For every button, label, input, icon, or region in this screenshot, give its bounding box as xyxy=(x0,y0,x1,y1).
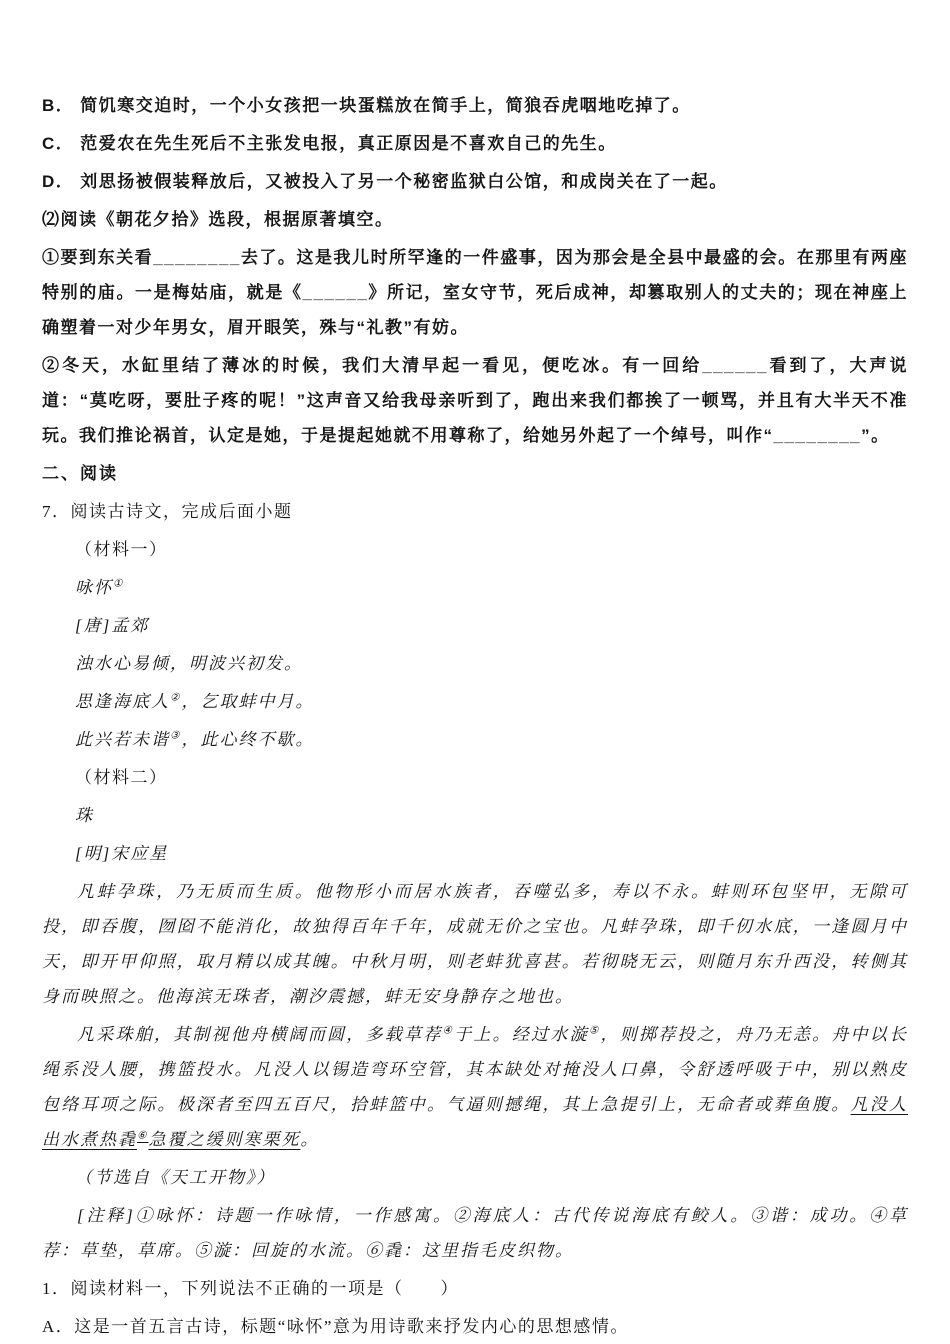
poem-line-2: 思逢海底人②，乞取蚌中月。 xyxy=(75,692,315,711)
option-d-label: D． xyxy=(42,172,75,191)
notes-paragraph: [注释]①咏怀：诗题一作咏情，一作感寓。②海底人：古代传说海底有鲛人。③谐：成功。④草荐：草垫，草席。⑤漩：回旋的水流。⑥毳：这里指毛皮织物。 xyxy=(42,1206,908,1260)
fill-blank-paragraph-2: ②冬天，水缸里结了薄冰的时候，我们大清早起一看见，便吃冰。有一回给______看到了，大声说道：“莫吃呀，要肚子疼的呢！”这声音又给我母亲听到了，跑出来我们都挨了一顿骂，并且有大半天不准玩。我们推论祸首，认定是她，于是提起她就不用尊称了，给她另外起了一个绰号，叫作“________”。 xyxy=(42,356,908,445)
poem-line-3: 此兴若未谐③，此心终不歇。 xyxy=(75,730,315,749)
option-d xyxy=(42,164,908,199)
material2-source: （节选自《天工开物》） xyxy=(75,1168,276,1187)
material1-poem-title: 咏怀① xyxy=(75,578,125,597)
option-c-label: C． xyxy=(42,134,75,153)
option-b-text: 简饥寒交迫时，一个小女孩把一块蛋糕放在简手上，简狼吞虎咽地吃掉了。 xyxy=(80,96,691,115)
option-d-text: 刘思扬被假装释放后，又被投入了另一个秘密监狱白公馆，和成岗关在了一起。 xyxy=(80,172,728,191)
material2-label: （材料二） xyxy=(75,768,168,787)
material1-label: （材料一） xyxy=(75,540,168,559)
option-b xyxy=(42,88,908,123)
material1-poem-author: [唐]孟郊 xyxy=(75,616,150,635)
sub-question-1-option-a: A．这是一首五言古诗，标题“咏怀”意为用诗歌来抒发内心的思想感情。 xyxy=(42,1317,629,1336)
sub-question-1-stem: 1．阅读材料一，下列说法不正确的一项是（ ） xyxy=(42,1279,459,1298)
material2-paragraph-1: 凡蚌孕珠，乃无质而生质。他物形小而居水族者，吞噬弘多，寿以不永。蚌则环包坚甲，无隙可投，即吞腹，囫囵不能消化，故独得百年千年，成就无价之宝也。凡蚌孕珠，即千仞水底，一逢圆月中天，即开甲仰照，取月精以成其魄。中秋月明，则老蚌犹喜甚。若彻晓无云，则随月东升西没，转侧其身而映照之。他海滨无珠者，潮汐震撼，蚌无安身静存之地也。 xyxy=(42,882,908,1006)
material2-title: 珠 xyxy=(75,806,94,825)
poem-line-1: 浊水心易倾，明波兴初发。 xyxy=(75,654,303,673)
section-heading-reading: 二、阅读 xyxy=(42,464,118,483)
material2-paragraph-2: 凡采珠舶，其制视他舟横阔而圆，多载草荐④于上。经过水漩⑤，则掷荐投之，舟乃无恙。舟中以长绳系没人腰，携篮投水。凡没人以锡造弯环空管，其本缺处对掩没人口鼻，令舒透呼吸于中，别以熟皮包络耳项之际。极深者至四五百尺，拾蚌篮中。气逼则撼绳，其上急提引上，无命者或葬鱼腹。凡没人出水煮热毳⑥急覆之缓则寒栗死。 xyxy=(42,1025,909,1149)
part2-intro: ⑵阅读《朝花夕拾》选段，根据原著填空。 xyxy=(42,210,394,229)
option-c xyxy=(42,126,908,161)
option-c-text: 范爱农在先生死后不主张发电报，真正原因是不喜欢自己的先生。 xyxy=(80,134,617,153)
material2-author: [明]宋应星 xyxy=(75,844,169,863)
question7-stem: 7．阅读古诗文，完成后面小题 xyxy=(42,502,293,521)
fill-blank-paragraph-1: ①要到东关看________去了。这是我儿时所罕逢的一件盛事，因为那会是全县中最盛的会。在那里有两座特别的庙。一是梅姑庙，就是《______》所记，室女守节，死后成神，却篡取别人的丈夫的；现在神座上确塑着一对少年男女，眉开眼笑，殊与“礼教”有妨。 xyxy=(42,248,908,337)
option-b-label: B． xyxy=(42,96,75,115)
